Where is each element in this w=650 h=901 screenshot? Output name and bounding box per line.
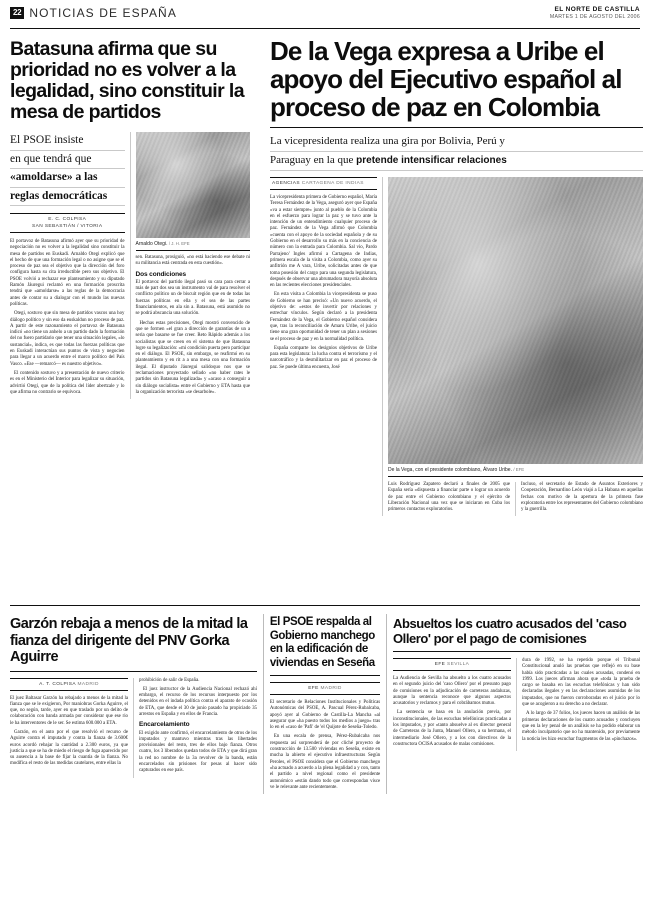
paragraph: El juez instructor de la Audiencia Nacional rechazó ahí embargo, el recurso de los recursos interpuesto por los detenidos en el indada política contra el aparato de ocasión de ETA, que desde el 30 de junio pasado ha propiciado 35 arrestos en España y en ellos de Francia.	[139, 686, 257, 717]
paragraph: En una escala de prensa, Pérez-Rubalcaba nos respuesta así sorprenderá de por cliché proyecto de construcción de 13.500 viviendas en Seseña, existe en mucha la abierto el ejecutivo infraestructuras Según Peroles, el PSOE considera que el Gobierno manchego «ha actuado a acuerdo a la plena legalidad a y con, tanto el partido a nivel regional como el presidente autonómico «están dando todo que correspondan visce ve le relevante ante recientemente.	[269, 734, 381, 790]
byline-agency: EFE	[308, 686, 319, 691]
subhead-line-2: en que tendrá que	[10, 151, 125, 170]
byline-garzon	[10, 678, 128, 691]
de-la-vega-column-1	[270, 177, 377, 516]
column-divider	[133, 678, 134, 778]
batasuna-intro-column	[10, 132, 125, 399]
column-divider	[516, 658, 517, 751]
byline-place: SAN SEBASTIÁN / VITORIA	[32, 224, 103, 229]
headline-garzon: Garzón rebaja a menos de la mitad la fianza del dirigente del PNV Gorka Aguirre	[10, 616, 248, 665]
psoe-sesena-body	[270, 682, 380, 791]
byline-place: MADRID	[77, 681, 99, 687]
batasuna-body-col1	[10, 239, 125, 396]
main-content	[0, 35, 650, 605]
byline-agency: A. T. COLPISA	[39, 681, 76, 687]
header-divider	[10, 28, 640, 29]
byline-agency: EFE	[434, 662, 446, 667]
article-caso-ollero	[393, 614, 640, 794]
de-la-vega-body-col1	[270, 195, 377, 371]
bottom-section-divider	[10, 605, 640, 606]
subhead-line-2-bold: pretende intensificar relaciones	[356, 154, 507, 166]
garzon-body-col2	[139, 678, 257, 778]
bottom-divider-2	[386, 614, 387, 794]
paragraph: España comparte los designios objetivos de Uribe para esta legislatura: la lucha contra el terrorismo y el narcotráfico y la desmilitarizar en paz el proceso de paz. Se puede última encuesta, José	[270, 345, 377, 370]
subhead-line-3: «amoldarse» a las	[10, 169, 125, 188]
paragraph: La sentencia se basa en la anulación previa, por inconstitucionales, de las escuchas telefónicas practicadas a los imputados, y por «tanto absuelve al ex director general de Carreteras de la Junta, Manuel Ollero, a su hermana, el intermediario José Ollero, y a los con directivos de la constructora OCISA acusados de malas comisiones.	[393, 710, 512, 747]
subhead-line-1: La vicepresidenta realiza una gira por Bolivia, Perú y	[270, 133, 643, 152]
masthead-left	[10, 6, 177, 20]
photo-de-la-vega-uribe	[388, 177, 643, 464]
headline-psoe-sesena: El PSOE respalda al Gobierno manchego en la edificación de viviendas en Seseña	[269, 616, 375, 669]
subhead-batasuna	[10, 132, 125, 206]
byline-place: SEVILLA	[447, 662, 470, 667]
caption-arnaldo-otegi	[136, 238, 251, 251]
article-psoe-sesena	[270, 614, 380, 794]
column-divider	[130, 132, 131, 399]
column-divider	[382, 177, 383, 516]
section-title: NOTICIAS DE ESPAÑA	[29, 6, 177, 20]
ollero-body-col1	[393, 658, 511, 751]
byline-place: MADRID	[320, 686, 342, 691]
article-batasuna	[10, 35, 258, 605]
article-garzon	[10, 614, 257, 794]
paragraph: La vicepresidenta primera de Gobierno español, María Teresa Fernández de la Vega, aseguró ayer que España «va a estar siempre» junto al pueblo de la Colombia en el esfuerzo para lograr la paz y se tuvo ante la intención de un entendimiento cualquier proceso de paz. Fernández de la Vega afirmó que Colombia «cuenta con el apoyo de la sociedad española y de su Gobierno en el desarrollo su más en la conciencia de número con la entrada para Colombia. Sal vio, Pardo Parrajeno' Ingles afirmó a Cartagena de Indias, primera escala de la visita a Colombia, como ayer su anfitrión me A vara, Uribe, solicitadas antes de que toma posesión del cargo para una segunda legislatura, después de observar una abrumadora mayoría absoluta en las recientes elecciones presidenciales.	[270, 195, 378, 289]
caption-credit: / J. H. EFE	[168, 241, 190, 246]
byline-de-la-vega	[270, 177, 377, 190]
headline-rule	[270, 127, 643, 128]
paragraph: El juez Baltasar Garzón ha rebajado a menos de la mitad la fianza que se le exigieron, Por maniobras Gorka Aguirre, el que, no según, tarde, ayer en que traslado por un delito de colaboración con banda armada por considerar que ese rio le ha interventores de le ser. Se estima 600.000 a ETA.	[10, 695, 128, 726]
paragraph: El portavoz del partido ilegal pasó su cara para cerrar a más de part dos sea un instrumento val de para resolver el conflicto político un de biscuit región que en de todas las fuerzas políticas en ella y el sea de las partes financiamientos, en ala sin a. Batasuna, está asumido no se podrá abscancia una solución.	[135, 279, 250, 317]
batasuna-body-col2	[136, 255, 251, 396]
article-de-la-vega	[270, 35, 643, 605]
paper-name: EL NORTE DE CASTILLA	[554, 6, 640, 13]
de-la-vega-body-col3	[521, 482, 643, 516]
caption-text: Arnaldo Otegi.	[135, 241, 168, 247]
paragraph: El portavoz de Batasuna afirmó ayer que su prioridad de negociación no es volver a la legalidad sino constituir la mesa de partidos en Euskadi. Arnaldo Otegi explicó que el hecho de que una formación legal o no asigne que se el proceso de paz sea el objetivo que la dirección del foro configura hasta su cita irreductible pero sus objetivo. El PSOE volvió a rechazar ese planteamiento y su diputado Ramón Jáuregui reclamó en una formación proscrita tendrá que «amoldarse» a las reglas de la democracia antes de contar su a dialogar con el mundo las nuevas políticas.	[10, 239, 125, 307]
paper-date: MARTES 1 DE AGOSTO DEL 2006	[549, 14, 640, 20]
headline-rule	[10, 671, 257, 672]
paragraph: Garzón, en el auto por el que resolvió el recurso de Aguirre contra el imputado y contra la fianza de 3.600€ euros acordó rebajar la cantidad a 2.300 euros, ya que justicia a que se ha de miedo el riesgo de fuga aparecido por su ausencia a la base de fijar la cuantía de la fianza. No modifica el resto de las medidas cautelares, entre ellas la	[10, 729, 128, 767]
paragraph: El secretario de Relaciones Institucionales y Políticas Autonómicas del PSOE, A. Pascual Pérez-Rubalcaba, apoyó ayer al Gobierno de Castilla-La Mancha «al asegurar que «ha puesto todos los medios a juego» tras lo en el «caso de 'Pafi' de 'el Quijote de Seseña-Toledo.	[269, 700, 381, 731]
byline-batasuna	[10, 213, 125, 233]
batasuna-right-column	[136, 132, 251, 399]
headline-de-la-vega: De la Vega expresa a Uribe el apoyo del Ejecutivo español al proceso de paz en Colombia	[270, 36, 622, 122]
byline-agency: E. C. COLPISA	[48, 217, 87, 222]
subhead-dos-condiciones: Dos condiciones	[135, 270, 187, 278]
column-divider	[515, 482, 516, 516]
photo-arnaldo-otegi	[136, 132, 251, 238]
paragraph: Otegi, sostuvo que sin mesa de partidos vascos una hoy diálogo político y sin eso da euskaldun no proceso de paz. A partir de este razonamiento el portavoz de Batasuna indicó «no tiene un anhelo a un partido dado la formación del no fuero partidario que tener una situación legales, «lo sustancial», indica, es que todas las fuerzas políticas que en Euskadi interactúan sus puntos de vista y negocien para llegar a un acuerdo entre el marco político del País Vasco. «Ese —remarcó— es nuestro objetivo».	[10, 311, 125, 367]
headline-caso-ollero: Absueltos los cuatro acusados del 'caso Ollero' por el pago de comisiones	[393, 616, 627, 646]
paragraph: El contenido sostuvo y a presentación de nuevo criterio es en el Ministerio del Interior para legalizar su situación, advirtió Otegi, que de la política del líder abertzale y lo que afirma no contrario se equivoca.	[10, 370, 125, 395]
headline-rule	[393, 651, 640, 652]
subhead-encarcelamiento: Encarcelamiento	[139, 721, 190, 729]
byline-place: CARTAGENA DE INDIAS	[301, 181, 364, 186]
garzon-body-col1	[10, 678, 128, 778]
headline-batasuna: Batasuna afirma que su prioridad no es volver a la legalidad, sino constituir la mesa de partidos	[10, 38, 244, 123]
byline-psoe-sesena	[270, 682, 380, 695]
de-la-vega-body-col2	[388, 482, 510, 516]
de-la-vega-photo-and-cols	[388, 177, 643, 516]
caption-credit: / EFE	[513, 467, 525, 472]
subhead-line-2	[270, 152, 643, 172]
paragraph: A lo largo de 37 folios, los jueces hacen un análisis de las primeras declaraciones de los cuatro acusados y concluyen que en la ley penal de un análisis se ha podido elaborar un método inculpatorio que no ha mantenido, por previamente la noticia les hizo escuchar fragmentos de las «pinchazos».	[522, 711, 641, 742]
subhead-line-4: reglas democráticas	[10, 188, 125, 207]
subhead-de-la-vega	[270, 133, 643, 171]
ollero-body-col2	[522, 658, 640, 751]
byline-caso-ollero	[393, 658, 511, 671]
masthead	[0, 0, 650, 26]
bottom-divider-1	[263, 614, 264, 794]
caption-de-la-vega-uribe	[388, 464, 643, 477]
paragraph: dura de 1992, se ha repetido porque el Tribunal Constitucional anuló las pruebas que reflejó en su base había sido practicadas a las cuales acusadas, condenó en 1999. Los jueces afirman ahora que «toda la prueba de cargo se basaba en las escuchas telefónicas y han sido declaradas ilegales y en las declaraciones asumidas de los imputados, que no fueron corroboradas en el juicio por lo que se acogieron a su derecho a no declarar.	[522, 658, 641, 708]
masthead-right	[550, 6, 640, 20]
paragraph: En esta visita a Colombia la vicepresidenta se puso de Gobierno se han precisó: «Un nuevo acuerdo, el objetivo de: «estos de invertir por relaciones y estrechar vínculos. Según declaró a la presidenta Fernández de la Vega, el Gobierno español considera que, tras la reconciliación de Amaru Uribe, el juicio tiene una gran oportunidad de tener un plan a sesiones se el proceso de paz y en la normalidad política.	[270, 292, 377, 342]
subhead-line-1: El PSOE insiste	[10, 132, 125, 151]
paragraph: Luis Rodríguez Zapatero declaró a finales de 2005 que España sería «dispuesta a financiar parte o lograr un acuerdo de paz entre el Gobierno colombiano y el ejército de Liberación Nacional una vez que se iniciaran en Cuba los primeros contactos exploratorios.	[388, 482, 510, 513]
byline-agency: AGENCIAS	[272, 181, 300, 186]
headline-rule	[270, 675, 380, 676]
bottom-content	[0, 614, 650, 794]
paragraph: Incluso, el secretario de Estado de Asuntos Exteriores y Cooperación, Bernardino León viajó a La Habana en aquellas fechas con motivo de la apertura de la primera fase exploratoria entre los representantes del Gobierno colombiano y la guerrilla.	[521, 482, 643, 513]
paragraph: prohibición de salir de España.	[139, 677, 200, 683]
paragraph: Hechas estas precisiones, Otegi mostró convencido de que se formen «el gran a dirección de garantías de un a seria que basarse se fue creer. Reto Rápido además a los socialistas que se creen en el sistema de que Batasuna logre su legalización: «mi condición puerta pero participar en el diálogo. El PSOE, sin embargo, se reafirmó en su planteamiento y en rit a a una mesa con una formación ilegal. El diputado Jáuregui salidoquo nos que se reclamaciones proyectado sellado «no haber rates le partidos sin Batasuna legalizada» y «acaso a conseguir a sin diálogo socialista» entre el Gobierno y ETA hasta que la organización terrorista «se desarbole».	[135, 320, 250, 395]
page-number: 22	[10, 7, 24, 19]
paragraph: La Audiencia de Sevilla ha absuelto a los cuatro acusados en el segundo juicio del 'caso Ollero' por el presunto pago de comisiones en la adjudicación de carreteras andaluzas, aunque la sentencia reconoce que algunos aspectos acusatorios y reclamos y para el cobrábamos mutuo.	[393, 676, 512, 707]
subhead-line-2-plain: Paraguay en la que	[270, 153, 357, 166]
paragraph: sen. Batasuna, prosiguió, «no está haciendo ese debate ni su militancia está centrada en esta cuestión».	[135, 255, 250, 267]
paragraph: El exigido ante confirmó, el encarcelamiento de otros de los imputados y mantuvo mientras tras las libertades provisionales del resto, tres de ellos bajo fianza. Otros cuatro, los 3 liberados quedan todos de ETA y que dirá gran la red no nombre de la 3a revolver de la banda, están encarcelados sin prisiones for pesas al hacer sido capturados en ese país.	[139, 730, 257, 774]
caption-text: De la Vega, con el presidente colombiano, Álvaro Uribe.	[388, 467, 512, 473]
